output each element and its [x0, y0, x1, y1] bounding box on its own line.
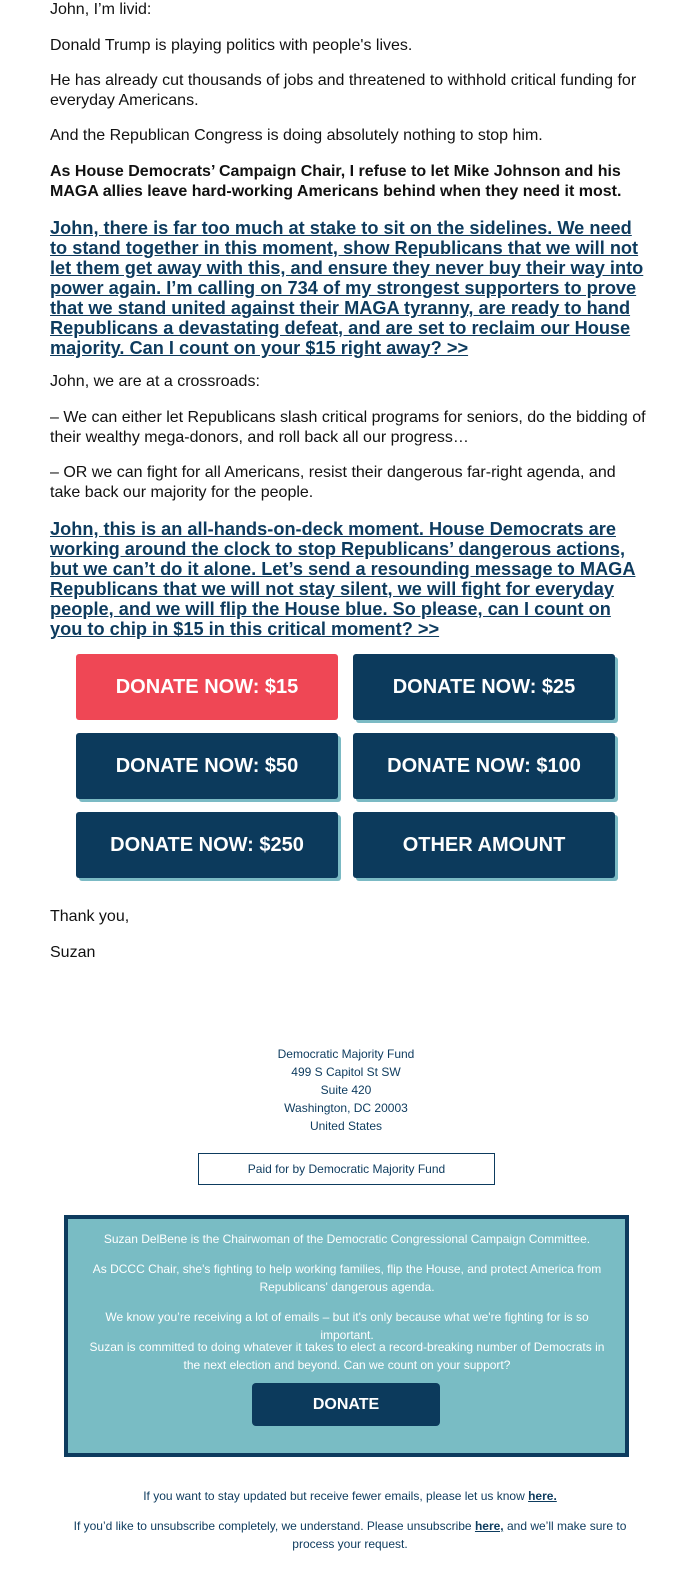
info-donate-button[interactable]: DONATE [252, 1383, 440, 1426]
unsubscribe-text-before: If you’d like to unsubscribe completely, we understand. Please unsubscribe [73, 1519, 472, 1533]
donate-15-button[interactable]: DONATE NOW: $15 [76, 654, 338, 720]
unsubscribe-text-after: and we’ll make sure to process your request. [292, 1519, 627, 1551]
paragraph-campaign-chair: As House Democrats’ Campaign Chair, I refuse to let Mike Johnson and his MAGA allies leave hard-working Americans behind when they need it most. [50, 163, 622, 200]
paid-for-disclaimer: Paid for by Democratic Majority Fund [198, 1153, 495, 1185]
greeting: John, I’m livid: [50, 1, 152, 18]
fewer-emails-notice [40, 1487, 660, 1505]
paragraph-jobs: He has already cut thousands of jobs and threatened to withhold critical funding for everyday Americans. [50, 72, 637, 109]
paragraph-trump: Donald Trump is playing politics with people's lives. [50, 37, 413, 54]
paragraph-option-two: – OR we can fight for all Americans, resist their dangerous far-right agenda, and take back our majority for the people. [50, 464, 616, 501]
address-street: 499 S Capitol St SW [291, 1065, 401, 1079]
paragraph-crossroads: John, we are at a crossroads: [50, 373, 260, 390]
unsubscribe-notice [60, 1517, 640, 1553]
donate-250-button[interactable]: DONATE NOW: $250 [76, 812, 338, 878]
info-chairwoman: Suzan DelBene is the Chairwoman of the Democratic Congressional Campaign Committee. [103, 1232, 591, 1246]
address-country: United States [309, 1119, 383, 1133]
address-city: Washington, DC 20003 [284, 1101, 408, 1115]
donate-100-button[interactable]: DONATE NOW: $100 [353, 733, 615, 799]
info-emails: We know you’re receiving a lot of emails – but it's only because what we're fighting for is so important. [105, 1310, 589, 1342]
address-org: Democratic Majority Fund [277, 1047, 415, 1061]
paragraph-congress: And the Republican Congress is doing absolutely nothing to stop him. [50, 127, 543, 144]
fewer-emails-text: If you want to stay updated but receive fewer emails, please let us know [143, 1489, 525, 1503]
donate-link-15-first[interactable]: John, there is far too much at stake to sit on the sidelines. We need to stand together in this moment, show Republicans that we will not let them get away with this, and ensure they never buy their way into power again. I’m calling on 734 of my strongest supporters to prove that we stand united against their MAGA tyranny, are ready to hand Republicans a devastating defeat, and are set to reclaim our House majority. Can I count on your $15 right away? >> [50, 218, 644, 358]
info-dccc-chair: As DCCC Chair, she's fighting to help working families, flip the House, and protect America from Republicans' dangerous agenda. [92, 1262, 602, 1294]
donate-other-amount-button[interactable]: OTHER AMOUNT [353, 812, 615, 878]
unsubscribe-link[interactable]: here, [474, 1519, 504, 1533]
fewer-emails-link[interactable]: here. [528, 1489, 557, 1503]
sign-off-thanks: Thank you, [50, 908, 130, 925]
paragraph-option-one: – We can either let Republicans slash critical programs for seniors, do the bidding of their wealthy mega-donors, and roll back all our progress… [50, 409, 646, 446]
sign-off-name: Suzan [50, 944, 96, 961]
address-suite: Suite 420 [320, 1083, 372, 1097]
donate-25-button[interactable]: DONATE NOW: $25 [353, 654, 615, 720]
info-committed: Suzan is committed to doing whatever it takes to elect a record-breaking number of Democrats in the next election and beyond. Can we count on your support? [89, 1340, 605, 1372]
mailing-address [0, 1045, 692, 1135]
donate-50-button[interactable]: DONATE NOW: $50 [76, 733, 338, 799]
donate-link-15-second[interactable]: John, this is an all-hands-on-deck moment. House Democrats are working around the clock to stop Republicans’ dangerous actions, but we can’t do it alone. Let’s send a resounding message to MAGA Republicans that we will not stay silent, we will fight for everyday people, and we will flip the House blue. So please, can I count on you to chip in $15 in this critical moment? >> [50, 519, 636, 639]
